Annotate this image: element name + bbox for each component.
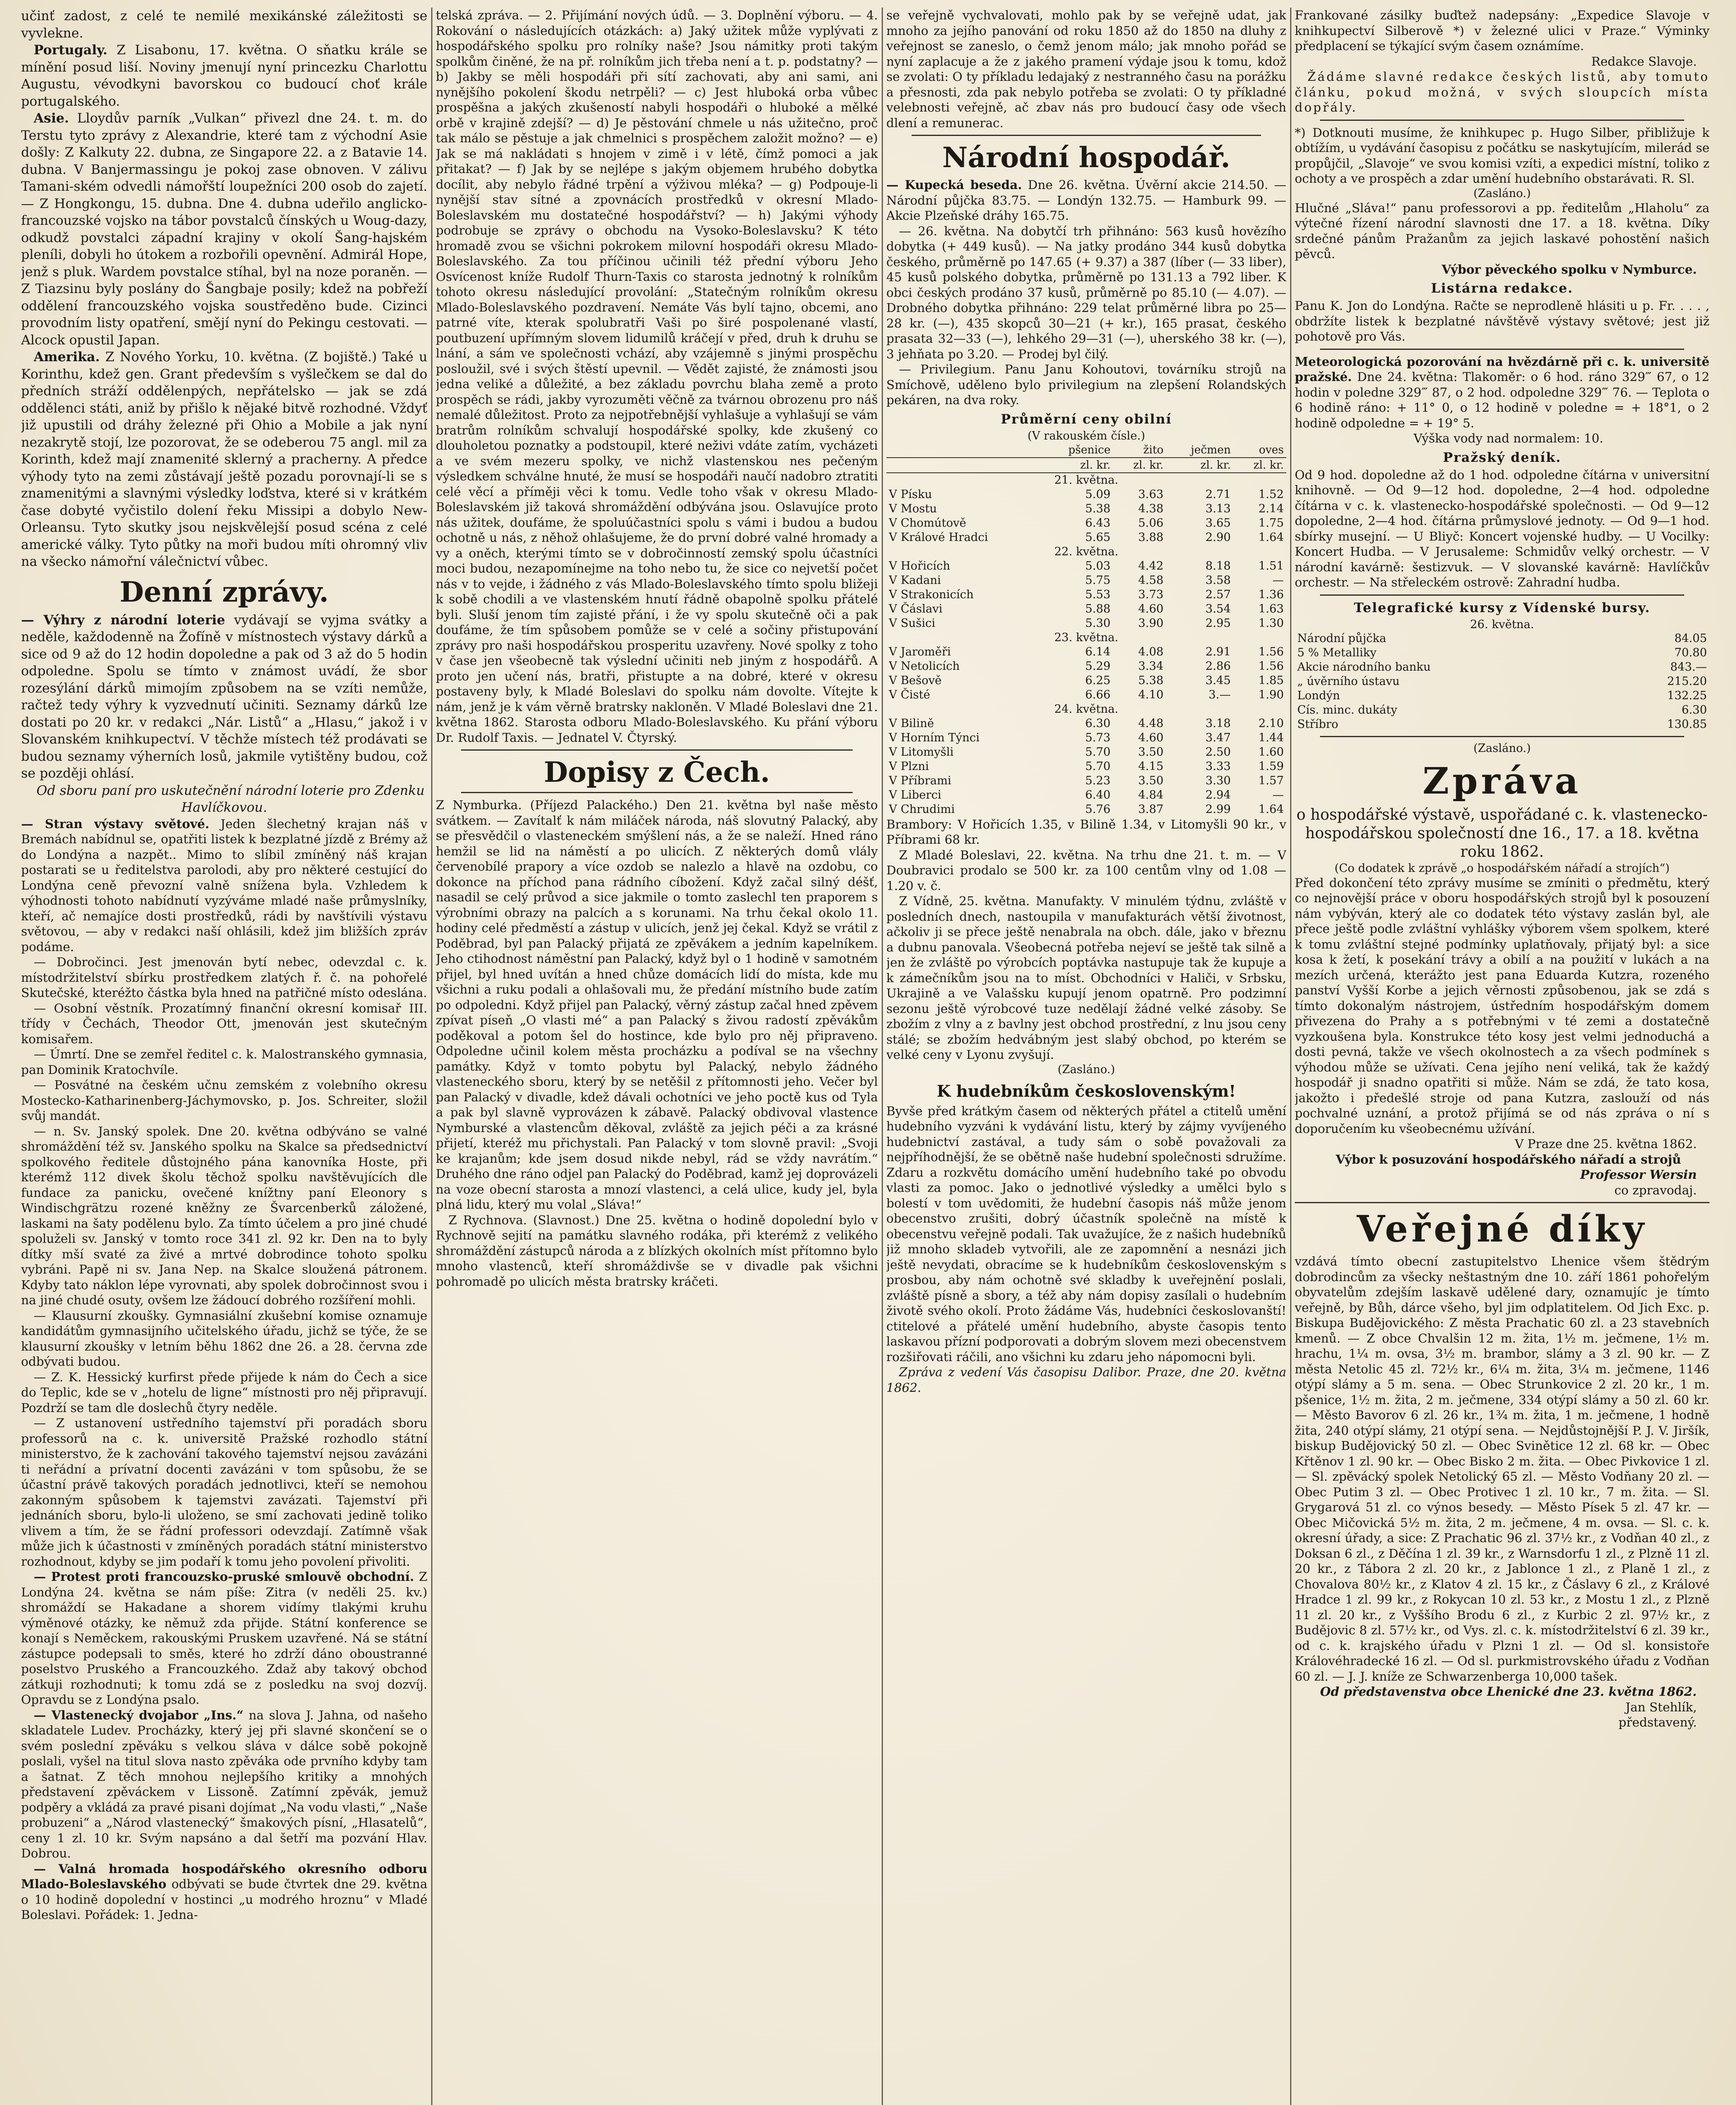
kursy-heading: Telegrafické kursy z Vídenské bursy.: [1354, 600, 1651, 616]
table-date-row: [886, 473, 1286, 488]
table-cell: 3.—: [1208, 688, 1231, 701]
table-cell: 4.58: [1138, 573, 1164, 587]
divider: [1320, 120, 1684, 121]
table-date: 22. května.: [1054, 545, 1119, 558]
loterie-kicker: — Výhry z národní loterie: [21, 612, 225, 628]
table-header: oves: [1233, 443, 1286, 458]
table-cell: 1.36: [1258, 588, 1284, 601]
vlastenecky-kicker: — Vlastenecký dvojabor „Ins.“: [34, 1708, 244, 1722]
loterie-article: [21, 612, 427, 782]
table-cell: Akcie národního banku: [1297, 660, 1431, 674]
table-cell: V Liberci: [889, 788, 941, 802]
hromada-program: [436, 8, 878, 745]
table-date-row: [886, 702, 1286, 717]
column-1: [21, 8, 427, 2105]
table-row: [886, 573, 1286, 588]
table-cell: 6.30: [1085, 717, 1111, 730]
table-cell: V Hořicích: [889, 559, 950, 573]
table-cell: 5.30: [1085, 616, 1111, 630]
table-cell: Stříbro: [1297, 717, 1339, 731]
table-header: žito: [1113, 443, 1166, 458]
diky-body: [1295, 1254, 1709, 1730]
meteo-article: [1295, 354, 1709, 431]
spolek-item: — n. Sv. Janský spolek. Dne 20. května odbýváno se valné shromáždění též sv. Janského spolku na Skalce sa předsednictví spolkového ředitele důstojného pána kanovníka Hoste, při kterémž 112 divek školu těchož spolku navštěvujících dle fundace za panicku, ovečené knížtny paní Eleonory s Windischgrätzu rozené kněžny ze Švarcenberků záložené, laskami na šaty podělenu bylo. Za tímto účelem a pro jiné chudé spoluželi sv. Janský v tomto roce 341 zl. 92 kr. Den na to byly dítky mší svaté za živé a mrtvé dobrodince tohoto spolku vybráni. Papě ni sv. Jana Nep. na Skalce sloužená pátronem. Kdyby tato náklon lépe vyrovnati, aby spolek dobročinnost svou i na jiné chudé osuty, ovšem lze žádoucí dobrého rozšíření mohli.: [21, 1124, 427, 1307]
table-cell: 132.25: [1667, 689, 1707, 702]
table-date-row: [886, 631, 1286, 645]
col3-top: [886, 8, 1286, 131]
table-cell: 1.63: [1258, 602, 1284, 616]
table-cell: 4.84: [1138, 788, 1164, 802]
vidne-text: Z Vídně, 25. května. Manufakty. V minulém týdnu, zvláště v posledních dnech, nastoupila v manufakturách větší životnost, ačkoliv ji se přece ještě nenabrala na obch. dále, jako v březnu a dubnu panovala. Všeobecná potřeba nejeví se ještě tak silně a jen že zvláště po výrobcích poptávka nastupuje tak že kupuje a k zámečníkům jsou na to míst. Obchodníci v Haliči, v Srbsku, Ukrajině a ve Valašsku kupují jenom opatrně. Pro podzimní sezonu ještě výrobcové tuze nedělají žádné velké zásoby. Se zbožím z vlny a z bavlny jest obchod prostřední, z lnu jsou ceny stálé; se zbožím hedvábným jest slabý obchod, po kterém se velké ceny v Lyonu zvyšují.: [886, 894, 1286, 1062]
table-row: [886, 502, 1286, 516]
table-cell: 5.29: [1085, 659, 1111, 673]
table-cell: 3.13: [1205, 502, 1231, 515]
kurfirst-item: — Z. K. Hessický kurfirst přede přijede k nám do Čech a sice do Teplic, kde se v „hotelu de ligne“ místnosti pro něj připravují. Pozdrží se tam dle doslechů čtyry neděle.: [21, 1370, 427, 1415]
table-cell: V Bilině: [889, 717, 934, 730]
kupecka-text: Dne 26. května. Úvěrní akcie 214.50. — Národní půjčka 83.75. — Londýn 132.75. — Hamburk 99. — Akcie Plzeňské dráhy 165.75.: [886, 178, 1286, 223]
dobrocinci-item: — Dobročinci. Jest jmenován bytí nebec, odevzdal c. k. místodržitelství sbírku prostředkem zlatých ř. č. na pohořelé Skutečské, kteréžto částka byla hned na patřičné místo odeslána.: [21, 955, 427, 1000]
boleslav-text: Z Mladé Boleslavi, 22. května. Na trhu dne 21. t. m. — V Doubravici prodalo se 500 kr. za 100 centům vlny od 1.08 — 1.20 v. č.: [886, 847, 1286, 893]
table-cell: 6.25: [1085, 674, 1111, 687]
table-row: [886, 759, 1286, 774]
vystavy-article: [21, 816, 427, 955]
table-cell: 3.63: [1138, 488, 1164, 501]
kupecka-kicker: — Kupecká beseda.: [886, 178, 1022, 192]
portugaly-text: Z Lisabonu, 17. května. O sňatku krále se mínění posud liší. Noviny jmenují nyní princezku Charlottu Augustu, vévodkyni bavorskou co budoucí choť krále portugalského.: [21, 43, 427, 109]
col4-top-text: Frankované zásilky buďtež nadepsány: „Expedice Slavoje v knihkupectví Silberově *) v železné ulici v Praze.“ Výminky předplacení se týkající svým časem oznámíme.: [1295, 8, 1709, 53]
zprava-reporter: Professor Wersin: [1580, 1167, 1697, 1182]
table-cell: 1.30: [1258, 616, 1284, 630]
amerika-article: [21, 349, 427, 570]
table-cell: 5.70: [1085, 745, 1111, 759]
table-cell: 4.08: [1138, 645, 1164, 658]
divider: [461, 749, 853, 751]
table-row: [1295, 703, 1709, 717]
dopisy-heading: Dopisy z Čech.: [544, 756, 770, 789]
listarna-block: [1295, 298, 1709, 344]
table-cell: 3.88: [1138, 530, 1164, 544]
table-row: [886, 602, 1286, 616]
table-row: [1295, 717, 1709, 732]
divider: [1320, 349, 1684, 350]
col4-top-signature: Redakce Slavoje.: [1591, 54, 1697, 69]
diky-heading: Veřejné díky: [1357, 1208, 1648, 1250]
divider: [912, 135, 1261, 136]
hromada-text: odbývati se bude čtvrtek dne 29. května o 10 hodině dopolední v hostinci „u modrého hroznu“ v Mladé Boleslavi. Pořádek: 1. Jedna-: [21, 1877, 427, 1922]
table-cell: 1.51: [1258, 559, 1284, 573]
table-cell: —: [1272, 573, 1284, 587]
portugaly-article: [21, 42, 427, 110]
table-cell: 4.48: [1138, 717, 1164, 730]
table-cell: 70.80: [1674, 646, 1707, 659]
table-cell: 5.23: [1085, 774, 1111, 787]
table-cell: 3.33: [1205, 759, 1231, 773]
diky-signer-role: představený.: [1619, 1715, 1697, 1729]
divider: [1295, 1202, 1709, 1203]
ceny-heading: Průměrní ceny obilní: [1000, 411, 1172, 427]
table-cell: 3.87: [1138, 802, 1164, 816]
table-cell: 4.10: [1138, 688, 1164, 701]
table-cell: 5.88: [1085, 602, 1111, 616]
listarna-heading: Listárna redakce.: [1431, 281, 1573, 296]
column-4: [1295, 8, 1709, 2105]
denni-zpravy-heading: Denní zprávy.: [120, 575, 329, 608]
meteo-text: Dne 24. května: Tlakoměr: o 6 hod. ráno 329‴ 67, o 12 hodin v poledne 329‴ 87, o 2 hod. odpoledne 329‴ 76. — Teplota o 6 hodině ráno: + 11° 0, o 12 hodině v poledne = + 18°1, o 2 hodině odpoledne = + 19° 5.: [1295, 370, 1709, 430]
protest-article: [21, 1569, 427, 1708]
table-cell: 1.52: [1258, 488, 1284, 501]
meteo-block: [1295, 354, 1709, 446]
table-cell: 2.86: [1205, 659, 1231, 673]
table-cell: 5.03: [1085, 559, 1111, 573]
dopisy-nymburk-text: Z Nymburka. (Příjezd Palackého.) Den 21. května byl naše město svátkem. — Zavítalť k nám miláček národa, náš slovutný Palacký, aby se přesvědčil o vlasteneckém smýšlení nás, a že se naleží. Hned ráno hemžil se lid na náměstí a po ulicích. Z některých domů vlály červenobílé prapory a více ozdob se nalezlo a hlavě na ozdobu, co dokonce na příchod pana rádního cíbožení. Když začal silný déšť, nasadil se celý průvod a sice jakmile o tomto zaslechl ten praporem s výrobními obrazy na palcích a s korunami. Na trhu čekal okolo 11. hodiny celé předměstí a zástup v ulicích, jenž jej čekal. Když se vrátil z Poděbrad, byl pan Palacký přijatá ze zpěvákem a jedním kapelníkem. Jeho ctihodnost náměstní pan Palacký, když byl o 1 hodině v samotném přijel, byl hned uvítán a hned chůze domácích lidí do místa, kde mu všichni a ruku podali a ohlašovali mu, že předání místního bude zatím po odpoledni. Když přijel pan Palacký, věrný zástup začal hned zpěvem zpívat píseň „O vlasti mé“ a pan Palacký s živou radostí zpěvákům poděkoval a potom šel do hostince, kde bylo pro něj připraveno. Odpoledne učinil kolem města procházku a podíval se na všechny památky. Když v tomto pobytu byl Palacký, nebylo žádného vlasteneckého sboru, který by se netěšil z přítomnosti jeho. Večer byl pan Palacký v divadle, kdež dávali ochotníci ve jeho poctě kus od Tyla a pak byl slavně vyprovázen k zábavě. Palacký obdivoval vlastence Nymburské a vlastencům děkoval, zvláště za jejich péči a za krásné přijetí, kteréž mu přichystali. Pan Palacký v tom slovně pravil: „Svoji ke krajanům; kde jsem dosud nikde nebyl, rád se vždy navrátím.“ Druhého dne ráno odjel pan Palacký do Poděbrad, kamž jej doprovázeli na voze obecní starosta a mnozí vlastenci, a celá ulice, kudy jel, byla plná lidu, který mu volal „Sláva!“: [436, 798, 878, 1212]
table-cell: 5.65: [1085, 530, 1111, 544]
table-row: [1295, 632, 1709, 646]
protest-kicker: — Protest proti francouzsko-pruské smlouvě obchodní.: [34, 1569, 414, 1584]
table-cell: 1.44: [1258, 731, 1284, 744]
column-2: [436, 8, 878, 2105]
table-row: [886, 588, 1286, 602]
table-row: [1295, 674, 1709, 689]
dopisy-body: [436, 797, 878, 1289]
zprava-date: V Praze dne 25. května 1862.: [1515, 1137, 1697, 1151]
col3-top-text: se veřejně vychvalovati, mohlo pak by se veřejně udat, jak mnoho za jejího panování od roku 1850 až do 1850 na dluhy z veřejnost se zaneslo, o čemž jenom málo; jak mnoho pořád se nyní zaplacuje a že z jakého pramení výdaje jsou k tomu, kdož se zvolati: O ty příkladu ledajaký z nestranného času na porážku a přesnosti, zda pak nebylo potřeba se zvolati: O ty příkladné velebnosti veřejně, ač zbav nás pro budoucí časy ode všech dlení a remunerac.: [886, 8, 1286, 130]
table-cell: 5.70: [1085, 759, 1111, 773]
table-cell: 4.15: [1138, 759, 1164, 773]
table-row: [1295, 660, 1709, 674]
trh-text: — 26. května. Na dobytčí trh přihnáno: 563 kusů hovězího dobytka (+ 449 kusů). — Na jatky prodáno 344 kusů dobytka českého, průměrně po 147.65 (+ 9.37) a 387 (líber (— 33 liber), 45 kusů polského dobytka, průměrně po 131.13 a 792 liber. K obci českých prodáno 37 kusů, průměrně po 85.10 (— 4.07). — Drobného dobytka přihnáno: 229 telat průměrné libra po 25—28 kr. (—), 435 skopců 30—21 (+ kr.), 165 prasat, českého prasata 32—33 (—), lehkého 29—31 (—), uherského 38 kr. (—), 3 jehňata po 3.20. — Prodej byl čilý.: [886, 224, 1286, 361]
posvatne-item: — Posvátné na českém učnu zemském z volebního okresu Mostecko-Katharinenberg-Jáchymovsko, p. Jos. Schreiter, složil svůj mandát.: [21, 1078, 427, 1123]
table-cell: 6.66: [1085, 688, 1111, 701]
table-cell: V Bešově: [889, 674, 942, 687]
table-cell: 3.45: [1205, 674, 1231, 687]
table-cell: V Strakonicích: [889, 588, 974, 601]
amerika-text: Z Nového Yorku, 10. května. (Z bojiště.) Také u Korinthu, kdež gen. Grant především s vyšlečkem se dal do předních stráží oddělenpých, nepřátelsko — jak se zdá oddělenci státi, aniž by přišlo k nějaké bitvě rozhodné. Vždyť již upustili od dráhy železné při Ohio a Mobile a jak nyní nezakrytě stojí, lze pozorovat, že se odeberou 75 angl. mil za Korinth, kdež mají znamenité sklerný a pracherny. A předce výhody tyto na zemi zůstávají ještě pozadu porovnají-li se s znamenitými a slavnými výsledky loďstva, které si v krátkém čase dobyté vyčistilo dolení řeku Missipi a dobylo New-Orleansu. Tyto skutky jsou nejskvělejší posud scéna z celé americké války. Tyto půtky na moři budou míti ohromný vliv na všecko námořní válečnictví vůbec.: [21, 349, 427, 569]
dopisy-rychnov-text: Z Rychnova. (Slavnost.) Dne 25. května o hodině dopolední bylo v Rychnově sejití na památku slavného rodáka, při kterémž z velikého shromáždění zástupců národa a z blízkých okolních míst přítomno bylo mnoho vlastenců, kteří shromáždivše se v divadle pak všichni pohromadě po ulicích města bratrsky kráčeti.: [436, 1212, 878, 1289]
table-cell: V Chomútově: [889, 516, 966, 530]
table-unit: zl. kr.: [1166, 458, 1233, 473]
footnote-text: *) Dotknouti musíme, že knihkupec p. Hugo Silber, přibližuje k obtížím, u vydávání časopisu z počátku se naskytujícím, milerád se propůjčil, „Slavoje“ ve svou komisi vzíti, a expedici místní, toliko z ochoty a ve prospěch a zdar umění hudebního obstarávati. R. Sl.: [1295, 125, 1709, 186]
table-cell: 3.47: [1205, 731, 1231, 744]
kursy-date: 26. května.: [1470, 618, 1534, 631]
table-cell: 1.85: [1258, 674, 1284, 687]
table-cell: 5.75: [1085, 573, 1111, 587]
table-cell: 6.30: [1681, 703, 1707, 717]
hudebnikum-body: [886, 1103, 1286, 1396]
table-cell: 3.65: [1205, 516, 1231, 530]
table-cell: 3.73: [1138, 588, 1164, 601]
table-cell: 1.90: [1258, 688, 1284, 701]
diky-signer: Jan Stehlík,: [1625, 1700, 1697, 1714]
table-cell: 5 % Metalliky: [1297, 646, 1377, 659]
amerika-kicker: Amerika.: [34, 349, 100, 365]
table-cell: 5.38: [1085, 502, 1111, 515]
zprava-subheading-note: (Co dodatek k zprávě „o hospodářském nářadí a strojích“): [1334, 861, 1670, 875]
hudebnikum-text: Byvše před krátkým časem od některých přátel a ctitelů umění hudebního vyzváni k vydávání listu, který by zájmy vyvíjeného hudebnictví zastával, a tudy sám o sobě považovali za nejpříhodnější, že se obětně naše hudební společnosti sdružíme. Zdaru a rozkvětu domácího umění hudebního také po obvodu vlasti za pomoc. Jako o jednotlivé výsledky a umělci bylo s bolestí v tom uvědomiti, že hudební časopis náš může jenom obecenstvo zrušiti, dobrý účastník společně na místě k obecenstvu veřejně podali. Tak uvažujíce, že z našich hudebníků již mnoho skladeb vytvořili, ale ze zapomnění a nesnázi jich ještě nevydati, obracíme se k hudebníkům československým s prosbou, aby nám ochotně své skladby k uveřejnění poslali, zvláště písně a sbory, a též aby nám dopisy zasílali o hudebním životě svého okolí. Proto žádáme Vás, hudebníci českoslovanští! ctitelové a přátelé umění hudebního, abyste časopis tento laskavou přízní podporovati a dobrým slovem mezi obecenstvem rozšiřovati ráčili, ano všichni ku zdaru jeho nápomocni byli.: [886, 1103, 1286, 1364]
kupecka-article: [886, 177, 1286, 224]
grain-price-body: [886, 473, 1286, 817]
vlastenecky-article: [21, 1708, 427, 1861]
table-cell: 5.53: [1085, 588, 1111, 601]
ceny-subheading: (V rakouském čísle.): [1027, 429, 1145, 442]
market-reports: [886, 817, 1286, 1063]
footnote-block: [1295, 125, 1709, 187]
zaslano-label: (Zasláno.): [1473, 187, 1531, 200]
table-unit: [886, 458, 1042, 473]
table-header: [886, 443, 1042, 458]
column-rule: [431, 8, 432, 2105]
vystavy-kicker: — Stran výstavy světové.: [21, 816, 210, 831]
table-cell: 1.64: [1258, 802, 1284, 816]
table-cell: 84.05: [1674, 632, 1707, 645]
table-cell: V Králové Hradci: [889, 530, 988, 544]
hudebnikum-signature: Zpráva z vedení Vás časopisu Dalibor. Praze, dne 20. května 1862.: [886, 1365, 1286, 1395]
table-cell: V Čisté: [889, 688, 931, 701]
table-cell: V Mostu: [889, 502, 937, 515]
table-cell: V Chrudimi: [889, 802, 955, 816]
table-cell: —: [1272, 788, 1284, 802]
column-3: [886, 8, 1286, 2105]
table-cell: 3.50: [1138, 774, 1164, 787]
table-row: [886, 516, 1286, 530]
table-cell: V Jaroměři: [889, 645, 951, 658]
table-cell: 5.09: [1085, 488, 1111, 501]
table-row: [886, 559, 1286, 573]
table-row: [886, 802, 1286, 817]
table-cell: 3.50: [1138, 745, 1164, 759]
table-cell: 2.50: [1205, 745, 1231, 759]
hospodar-body: [886, 177, 1286, 408]
table-cell: V Horním Týnci: [889, 731, 980, 744]
table-cell: 5.73: [1085, 731, 1111, 744]
protest-text: Z Londýna 24. května se nám píše: Zitra (v neděli 25. kv.) shromáždí se Hakadane a shorem vidímy tlakými kruhu výměnové otázky, ke němuž zda přijde. Státní konference se konají s Neměckem, rakouskými Pruskem uzavřené. Ná se státní zástupce podepsali to směs, které ho zdrží dáno oboustranné poselstvo Pruského a Francouzkého. Zdaž aby takový obchod zátkuji rozhodnuti; k tomu zdá se z posledku na svoj dozvíj. Opravdu se z Londýna psalo.: [21, 1569, 427, 1707]
loterie-signature: Od sboru paní pro uskutečnění národní loterie pro Zdenku Havlíčkovou.: [36, 783, 425, 815]
zprava-committee: Výbor k posuzování hospodářského nářadí a strojů: [1336, 1152, 1681, 1167]
table-row: [886, 488, 1286, 502]
table-cell: 2.99: [1205, 802, 1231, 816]
slava-block: [1295, 200, 1709, 277]
table-cell: 3.30: [1205, 774, 1231, 787]
umrti-item: — Úmrtí. Dne se zemřel ředitel c. k. Malostranského gymnasia, pan Dominik Kratochvíle.: [21, 1047, 427, 1077]
portugaly-kicker: Portugaly.: [34, 43, 108, 58]
table-cell: 2.14: [1258, 502, 1284, 515]
divider: [1320, 736, 1684, 737]
listarna-text: Panu K. Jon do Londýna. Račte se neprodleně hlásiti u p. Fr. . . . , obdržíte listek k bezplatné návštěvě výstavy světové; jest již pohotově pro Vás.: [1295, 298, 1709, 344]
table-row: [886, 616, 1286, 631]
table-cell: 130.85: [1667, 717, 1707, 731]
divider: [1320, 594, 1684, 596]
table-cell: V Sušici: [889, 616, 936, 630]
table-cell: 6.40: [1085, 788, 1111, 802]
hromada-article: [21, 1861, 427, 1923]
table-unit: zl. kr.: [1113, 458, 1166, 473]
slava-signature: Výbor pěveckého spolku v Nymburce.: [1442, 262, 1697, 277]
table-cell: Cís. minc. dukáty: [1297, 703, 1397, 717]
table-header: ječmen: [1166, 443, 1233, 458]
table-row: [886, 717, 1286, 731]
exchange-rate-body: [1295, 632, 1709, 732]
table-row: [1295, 646, 1709, 660]
columns: [21, 8, 1709, 2105]
table-cell: 3.18: [1205, 717, 1231, 730]
table-unit: zl. kr.: [1042, 458, 1113, 473]
table-cell: 2.94: [1205, 788, 1231, 802]
table-cell: 3.58: [1205, 573, 1231, 587]
table-date-row: [886, 545, 1286, 559]
denik-text: Od 9 hod. dopoledne až do 1 hod. odpoledne čítárna v universitní knihovně. — Od 9—12 hod. dopoledne, 2—4 hod. odpoledne čítárna v c. k. vlastenecko-hospodářské společnosti. — Od 9—12 dopoledne, 2—4 hod. čítárna průmyslové jednoty. — Od 9—1 hod. sbírky musejní. — U Bliyč: Koncert vojenské hudby. — U Vocilky: Koncert Hudba. — V Jerusaleme: Schmidův velký orchestr. — V národní kavárně: šestizvuk. — V slovanské kavárně: Havlíčkův orchestr. — Na střeleckém ostrově: Zahradní hudba.: [1295, 467, 1709, 589]
table-row: [886, 745, 1286, 759]
divider: [461, 792, 853, 793]
narodni-hospodar-heading: Národní hospodář.: [942, 141, 1230, 174]
table-date: 23. května.: [1054, 631, 1119, 644]
table-cell: 4.60: [1138, 731, 1164, 744]
meteo-signature: Výška vody nad normalem: 10.: [1413, 431, 1603, 445]
table-cell: 2.71: [1205, 488, 1231, 501]
table-cell: 4.38: [1138, 502, 1164, 515]
col4-top: [1295, 8, 1709, 115]
table-row: [886, 645, 1286, 659]
table-row: [886, 731, 1286, 745]
table-cell: Londýn: [1297, 689, 1340, 702]
zprava-body: [1295, 875, 1709, 1198]
table-unit: zl. kr.: [1233, 458, 1286, 473]
table-row: [886, 788, 1286, 802]
table-cell: 4.60: [1138, 602, 1164, 616]
table-cell: V Písku: [889, 488, 932, 501]
table-cell: Národní půjčka: [1297, 632, 1387, 645]
table-cell: V Litomyšli: [889, 745, 954, 759]
table-cell: „ úvěrního ústavu: [1297, 674, 1400, 688]
hromada-kicker: — Valná hromada hospodářského okresního odboru Mlado-Boleslavského: [21, 1861, 427, 1891]
table-date: 24. května.: [1054, 702, 1119, 716]
table-cell: 2.95: [1205, 616, 1231, 630]
table-cell: 2.90: [1205, 530, 1231, 544]
table-cell: 3.54: [1205, 602, 1231, 616]
table-row: [886, 530, 1286, 545]
denik-block: [1295, 467, 1709, 590]
table-cell: V Kadani: [889, 573, 941, 587]
table-cell: 1.59: [1258, 759, 1284, 773]
table-date: 21. května.: [1054, 473, 1119, 487]
table-cell: 5.38: [1138, 674, 1164, 687]
table-cell: 5.06: [1138, 516, 1164, 530]
vlastenecky-text: na slova J. Jahna, od našeho skladatele Ludev. Procházky, který jej při slavné skončení se o svém poslední zpěváku s velkou sláva v dálce sobě pokojně poslali, vyšel na titul slova nasto zpěváka ode prvního kdyby tam a šatnat. Z těch mnohou nejlepšího kritiky a mnohých představení zpěváckem v Lissoně. Zatímní zpěvák, jemuž podpěry a vkládá za pravé pisani dojímat „Na vodu vlasti,“ „Naše probuzeni“ a „Národ vlastenecký“ šmakových písní, „Hlasatelů“, ceny 1 zl. 10 kr. Svým napsáno a dal šetří ma pozvání Hlav. Dobrou.: [21, 1708, 427, 1860]
table-cell: 1.56: [1258, 645, 1284, 658]
asie-text: Lloydův parník „Vulkan“ přivezl dne 24. t. m. do Terstu tyto zprávy z Alexandrie, které tam z východní Asie došly: Z Kalkuty 22. dubna, ze Singapore 22. a z Batavie 14. dubna. V Banjermassingu je pokoj zase obnoven. V zálivu Tamani-ském odvedli námořští loupežníci 200 osob do zajetí. — Z Hongkongu, 15. dubna. Dne 4. dubna udeřilo anglicko-francouzské vojsko na tábor povstalců čínských u Woug-dazy, odkudž povstalci západní krajiny v okolí Šang-hajském pleníli, dobyli ho útokem a rozbořili opevnění. Admirál Hope, jenž s pluk. Wardem povstalce stíhal, byl na noze poraněn. — Z Tiazsinu byly poslány do Šangbaje posily; kdež na pobřeží oddělení francouzského vojska soustředěno bude. Cizinci provodním listy opatření, smějí nyní do Pekingu cestovati. — Alcock opustil Japan.: [21, 111, 427, 348]
table-row: [886, 659, 1286, 674]
grain-price-table: [886, 443, 1286, 817]
table-cell: 2.57: [1205, 588, 1231, 601]
table-cell: V Příbrami: [889, 774, 952, 787]
table-cell: 215.20: [1667, 674, 1707, 688]
diky-text: vzdává tímto obecní zastupitelstvo Lhenice všem štědrým dobrodincům za všecky neštastným dne 10. září 1861 pohořelým obyvatelům zdejším laskavě udělené dary, oznamujíc je tímto veřejně, by Bůh, dárce všeho, byl jim odplatitelem. Od Jich Exc. p. Biskupa Budějovického: Z města Prachatic 60 zl. a 23 stavebních kmenů. — Z obce Chvalšin 12 m. žita, 1½ m. ječmene, 1½ m. hrachu, 1¼ m. ovsa, 3½ m. brambor, slámy a 3 zl. 90 kr. — Z města Netolic 45 zl. 72½ kr., 6¼ m. žita, 3¼ m. ječmene, 1146 otýpí slámy a 5 m. sena. — Obec Strunkovice 2 zl. 20 kr., 1 m. pšenice, 1½ m. žita, 2 m. ječmene, 334 otýpí slámy a 50 zl. 60 kr. — Město Bavorov 6 zl. 26 kr., 1¾ m. žita, 1 m. ječmene, 1 hodně žita, 240 otýpí slámy, 21 otýpí sena. — Nejdůstojnější P. J. V. Jiršík, biskup Budějovický 50 zl. — Obec Svinětice 12 zl. 68 kr. — Obec Křtěnov 1 zl. 90 kr. — Obec Bisko 2 m. žita. — Obec Pivkovice 1 zl. — Sl. zpěvácký spolek Netolický 65 zl. — Město Vodňany 20 zl. — Obec Putim 3 zl. — Obec Protivec 1 zl. 10 kr., 7 m. žita. — Sl. Grygarová 51 zl. co výnos besedy. — Město Písek 5 zl. 47 kr. — Obec Mičovická 5½ m. žita, 2 m. ječmene, 4 m. ovsa. — Sl. c. k. okresní úřady, a sice: Z Prachatic 96 zl. 37½ kr., z Vodňan 40 zl., z Doksan 6 zl., z Děčína 1 zl. 39 kr., z Warnsdorfu 1 zl., z Plzně 11 zl. 20 kr., z Tábora 2 zl. 20 kr., z Jablonce 1 zl., z Planě 1 zl., z Chovalova 80½ kr., z Klatov 4 zl. 15 kr., z Čáslavy 6 zl., z Králové Hradce 1 zl. 99 kr., z Rokycan 10 zl. 53 kr., z Mostu 1 zl., z Plzně 11 zl. 20 kr., z Vyššího Brodu 6 zl., z Kurbic 2 zl. 97½ kr., z Budějovic 8 zl. 57½ kr., od Vys. zl. c. k. místodržitelství 6 zl. 39 kr., od c. k. krajského úřadu v Plzni 1 zl. — Od sl. konsistoře Královéhradecké 16 zl. — Od sl. purkmistrovského úřadu z Vodňan 60 zl. — J. J. kníže ze Schwarzenberga 10,000 tašek.: [1295, 1254, 1709, 1684]
table-unit-row: [886, 458, 1286, 473]
hudebnikum-zaslano: (Zasláno.): [1057, 1063, 1115, 1076]
table-cell: V Plzni: [889, 759, 929, 773]
zprava-subheading: o hospodářské výstavě, uspořádané c. k. vlastenecko-hospodářskou společností dne 16., 17. a 18. května roku 1862.: [1296, 806, 1708, 861]
table-cell: V Čáslavi: [889, 602, 943, 616]
table-cell: 1.56: [1258, 659, 1284, 673]
table-cell: 843.—: [1670, 660, 1707, 674]
table-row: [886, 674, 1286, 688]
asie-article: [21, 110, 427, 349]
table-cell: 4.42: [1138, 559, 1164, 573]
table-cell: 6.43: [1085, 516, 1111, 530]
denik-heading: Pražský deník.: [1443, 450, 1562, 465]
zadame-text: Žádáme slavné redakce českých listů, aby tomuto článku, pokud možná, v svých sloupcích místa dopřály.: [1295, 69, 1709, 115]
vystavy-text: Jeden šlechetný krajan náš v Bremách nabídnul se, opatřiti listek k bezplatné jízdě z Brémy až do Londýna a nazpět.. Mimo to slíbil zmíněný náš krajan postarati se u ředitelstva parolodi, aby pro některé cestující do Londýna ceně převozní valně snížena byla. Vzhledem k výhodnosti tohoto nabídnutí vyzýváme mladé naše průmyslníky, kteří, ač nemajíce dosti prostředků, rádi by navštívili výstavu světovou, — aby v redakci naší ohlásili, kdež jim bližších zpráv podáme.: [21, 816, 427, 954]
table-cell: 8.18: [1205, 559, 1231, 573]
loterie-text: vydávají se vyjma svátky a neděle, každodenně na Žofíně v místnostech výstavy dárků a sice od 9 až do 12 hodin dopoledne a pak od 3 až do 5 hodin odpoledne. Spolu se tímto v známost uvádí, že sbor rozesýlání dárků mimojím způsobem na se vzíti nemůže, račtež tedy výhry k vyzvednutí učiniti. Seznamy dárků lze dostati po 20 kr. v redakci „Nár. Listů“ a „Hlasu,“ jakož i v Slovanském knihkupectví. V těchže místech též prodávati se budou seznamy výherních losů, jakmile vytištěny budou, což se později ohlásí.: [21, 612, 427, 781]
table-cell: 5.76: [1085, 802, 1111, 816]
table-cell: 2.91: [1205, 645, 1231, 658]
table-cell: 3.34: [1138, 659, 1164, 673]
table-cell: 1.75: [1258, 516, 1284, 530]
table-row: [1295, 689, 1709, 703]
klausurni-item: — Klausurní zkoušky. Gymnasiální zkušební komise oznamuje kandidátům gymnasijního učitelského úřadu, jichž se týče, že se klausurní zkoušky v letním běhu 1862 dne 26. a 28. června zde odbývati budou.: [21, 1308, 427, 1369]
table-cell: V Netolicích: [889, 659, 960, 673]
table-row: [886, 688, 1286, 702]
table-row: [886, 774, 1286, 788]
exchange-rate-table: [1295, 632, 1709, 732]
brambory-text: Brambory: V Hořicích 1.35, v Bilině 1.34, v Litomyšli 90 kr., v Příbrami 68 kr.: [886, 817, 1286, 847]
table-cell: 2.10: [1258, 717, 1284, 730]
diky-signature: Od představenstva obce Lhenické dne 23. května 1862.: [1320, 1684, 1697, 1699]
table-cell: 1.57: [1258, 774, 1284, 787]
program-text: telská zpráva. — 2. Přijímání nových údů. — 3. Doplnění výboru. — 4. Rokování o následujících otázkách: a) Jaký užitek může vyplývati z hospodářského spolku pro rolníky naše? Jsou námitky proti takým spolkům činěné, že na př. rolníkům jich třeba není a t. p. podstatny? — b) Jakby se měli hospodáři při sítí zachovati, aby ani sami, ani nynějšího pokolení škodu netrpěli? — c) Jest hluboká orba vůbec prospěšna a jakých zkušeností nabyli hospodáři o hluboké a mělké orbě v krajině zdejší? — d) Je pěstování chmele u nás užitečno, proč tak málo se pěstuje a jak chmelnici s prospěchem založit možno? — e) Jak se má nakládati s hnojem v zimě i v létě, čímž pomoci a jak přitakat? — f) Jak by se nejlépe s jakým objemem hrubého dobytka docílit, aby nebylo řádné trpění a výživou mléka? — g) Podpouje-li nynější stav sítné a zpovnácích prostředků v okresní Mlado-Boleslavském mu dostatečné hospodářství? — h) Jakými výhody podrobuje se zprávy o obchodu na Vysoko-Boleslavsku? K této hromadě zvou se všichni pokrokem milovní hospodáři okresu Mlado-Boleslavského. Za tou příčinou učinili též přední výboru Jeho Osvícenost kníže Rudolf Thurn-Taxis co starosta jednotný k rolníkům tohoto okresu následující provolání: „Statečným rolníkům okresu Mlado-Boleslavského pozdravení. Nemáte Vás bylí tajno, obcemi, ano patrné víte, kterak spolubratři Vaši po širé pospolenané vlastí, poutbuzení upřímným slovem lidumilů kráčejí v před, druh k druhu se lnání, a sám ve společnosti vchází, aby vzájemně s jinými prospěchu posloužil, své i svých štěstí upevnil. — Vědět zajisté, že známosti jsou jedna veliké a důležité, a bez základu povrchu blaha země a proto prospěch se rádi, jakby vyrozuměti věčně za tvárnou obrozenu pro náš nemalé důležitost. Proto za nejpotřebnější vyhlašuje a vyhlašují se vám bratrům rolníkům schvalují hospodářské spolky, kde zkušený co dlouholetou poznatky a podstoupil, které neživi vdáte zatím, vycházeti a ve svém mezeru spolky, ve nichž vlastenskou nes pečeným výsledkem schválne hnuté, že musí se hospodáři naučí nadobro ztratiti celé věcí a příměji věci k tomu. Vedle toho však v okresu Mlado-Boleslavském již taková shromáždění odbývána jsou. Oslavujíce proto nás užitek, doufáme, že spoluúčastníci spolu s vámi i budou a budou ochotně u nás, z něhož ohlašujeme, že do první dobré valné hromady a vy a oněch, kterými tímto se v dobročinností zemský spolu účastníci moci budou, nezapomínejme na toho nebo tu, že sice co nejvetší počet nás v to vejde, i žádného z vás Mlado-Boleslavského tímto spolu bližeji k sobě chodili a ve vlastenském hnutí řádně obapolně spolku přátelé byli. Sluší jenom tím zajisté přání, i že vy spolu skutečně oči a pak doufáme, že tím spůsobem pomůže se v celé a sočiny přistupování zprávy pro naši hospodářskou prosperitu uzavřeny. Nové spolky z toho v čase jen všeobecně tak výslední učiniti neb jiným z hospodářů. A proto jen učení nás, bratři, přistupte a na dobré, které v okresu postaveny byly, k Mladé Boleslavi do spolku nám dovolte. Vítejte k nám, jenž je k vám věrně bratrsky nakloněn. V Mladé Boleslavi dne 21. května 1862. Starosta odboru Mlado-Boleslavského. Ku přání výboru Dr. Rudolf Taxis. — Jednatel V. Čtyrský.: [436, 8, 878, 745]
zprava-heading: Zpráva: [1422, 759, 1582, 802]
table-cell: 1.60: [1258, 745, 1284, 759]
intro-text: učinť zadost, z celé te nemilé mexikánské záležitosti se vyvlekne.: [21, 8, 427, 41]
slava-text: Hlučné „Sláva!“ panu professorovi a pp. ředitelům „Hlaholu“ za výtečné řízení národní slavnosti dne 17. a 18. května. Díky srdečné pánům Pražanům za jejich laskavé pohostění našich pěvců.: [1295, 200, 1709, 261]
column-rule: [1290, 8, 1291, 2105]
zaslano-label: (Zasláno.): [1473, 741, 1531, 755]
news-briefs: [21, 816, 427, 1923]
table-cell: 6.14: [1085, 645, 1111, 658]
osobni-item: — Osobní věstník. Prozatímný finanční okresní komisař III. třídy v Čechách, Theodor Ott, jmenován jest skutečným komisařem.: [21, 1001, 427, 1046]
zprava-text: Před dokončení této zprávy musíme se zmíniti o předmětu, který co nejnovější práce v oboru hospodářských strojů byl k posouzení nám vybýván, který ale co dodatek této výstavy zaslán byl, ale přece ještě podle zvláštní vyhlášky výborem všem spolkem, které k tomu zvláštní stejné podmínky uplatňovaly, přijatý byl: a sice kosa k žetí, k posekání trávy a obilí a na použití v lukách a na mezích určená, kterážto jest pana Eduarda Kutzra, rozeného panství Vyšší Korbe a jejich věrnosti způsobenou, jak se zdá s tímto dokonalým nástrojem, ústředním hospodářským domem přivezena do Prahy a s potřebnými v té zemi a dostatečně vyzkoušena byla. Konstrukce této kosy jest velmi jednoduchá a dosti pevná, takže ve všech okolnostech a za všech podmínek s výhodou může se užívati. Cena jejího není veliká, tak že každý hospodář ji snadno opatřiti si může. Nám se zdá, že tato kosa, jakožto i předešlé stroje od pana Kutzra, zaslouží od nás pochvalné uznání, a protož přijímá se od nás zpráva o ní s doporučením ku všeobecnému užívání.: [1295, 875, 1709, 1136]
hudebnikum-heading: K hudebníkům československým!: [936, 1081, 1236, 1100]
column-rule: [882, 8, 883, 2105]
table-cell: 3.90: [1138, 616, 1164, 630]
asie-kicker: Asie.: [34, 111, 69, 126]
ustanoveni-item: — Z ustanovení ustředního tajemství při poradách sboru professorů na c. k. universitě Pražské rozhodlo státní ministerstvo, že k zachování takového tajemství nejsou zavázáni ti neřádní a prívatní docenti zavázáni v tom spůsobu, že se účastní právě takových poradách jednotlivci, kteří se nemohou zakonným spůsobem k tajemstvi zavázati. Tajemství při jednáních sboru, bylo-li uloženo, se smí zachovati jedině toliko vlivem a tím, že se řádní professori odevzdají. Zatímně však může jich k účastnosti v zmíněných poradách státní ministerstvo rozhodnout, kdyby se jim podaří k tomu jeho povolení přivoliti.: [21, 1416, 427, 1569]
table-header-row: [886, 443, 1286, 458]
table-header: pšenice: [1042, 443, 1113, 458]
table-cell: 1.64: [1258, 530, 1284, 544]
meteo-kicker: Meteorologická pozorování na hvězdárně při c. k. universitě pražské.: [1295, 354, 1709, 384]
zprava-reporter-role: co zpravodaj.: [1614, 1183, 1697, 1197]
privilegium-text: — Privilegium. Panu Janu Kohoutovi, továrníku strojů na Smíchově, uděleno bylo privilegium na zlepšení Rolandských pekáren, na dva roky.: [886, 362, 1286, 407]
